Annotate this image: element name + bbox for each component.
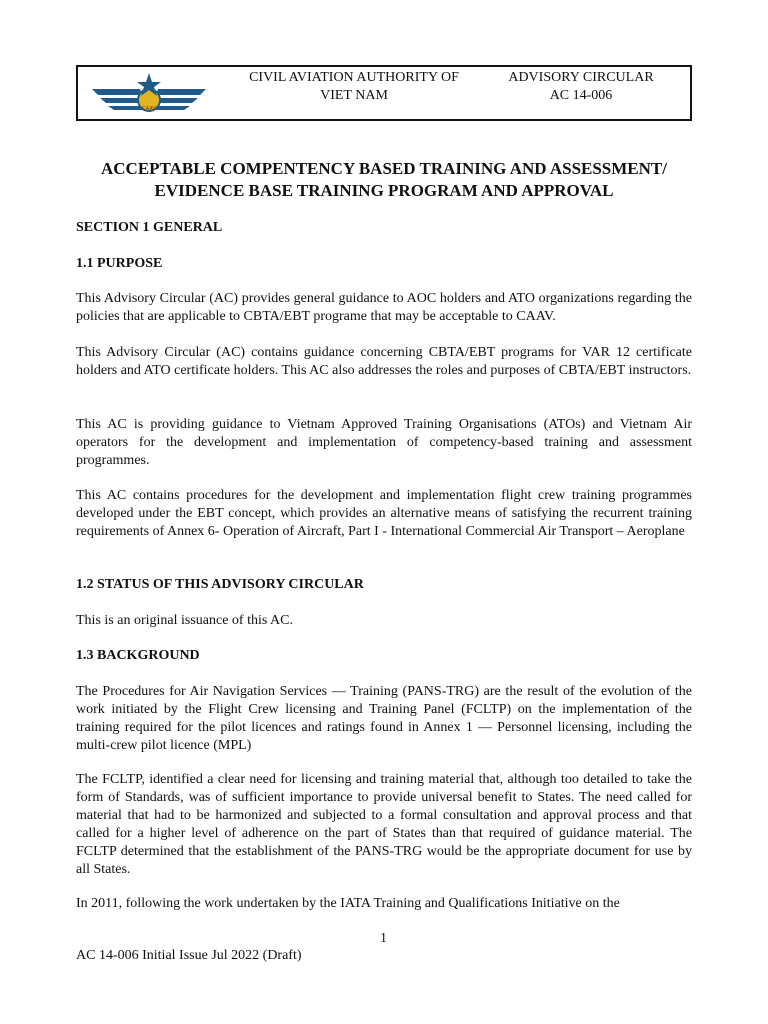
background-paragraph-1: The Procedures for Air Navigation Services — Training (PANS-TRG) are the result of the evolution of the work initiated by the Flight Crew licensing and Training Panel (FCLTP) on the implementation of the training required for the pilot licences and ratings found in Annex 1 — Personnel licensing, including the multi-crew pilot licence (MPL) (76, 684, 692, 753)
status-paragraph: This is an original issuance of this AC. (76, 613, 293, 628)
document-header (76, 65, 692, 121)
svg-text:CAAV: CAAV (142, 106, 156, 112)
doc-type: ADVISORY CIRCULAR (508, 70, 654, 85)
background-paragraph-3: In 2011, following the work undertaken by the IATA Training and Qualifications Initiative on the (76, 896, 620, 911)
purpose-paragraph-2: This Advisory Circular (AC) contains guidance concerning CBTA/EBT programs for VAR 12 certificate holders and ATO certificate holders. This AC also addresses the roles and purposes of CBTA/EBT instructors. (76, 345, 692, 378)
purpose-heading: 1.1 PURPOSE (76, 256, 163, 271)
document-title: ACCEPTABLE COMPENTENCY BASED TRAINING AND ASSESSMENT/ EVIDENCE BASE TRAINING PROGRAM AND APPROVAL (101, 159, 667, 200)
status-heading: 1.2 STATUS OF THIS ADVISORY CIRCULAR (76, 577, 364, 592)
section-1-heading: SECTION 1 GENERAL (76, 220, 223, 235)
caav-logo-icon (88, 71, 210, 117)
background-paragraph-2: The FCLTP, identified a clear need for licensing and training material that, although too detailed to take the form of Standards, was of sufficient importance to provide universal benefit to States. The need called for material that had to be harmonized and subjected to a formal consultation and approval process and that called for a higher level of adherence on the part of States than that required of guidance material. The FCLTP determined that the establishment of the PANS-TRG would be the appropriate document for use by all States. (76, 772, 692, 877)
background-heading: 1.3 BACKGROUND (76, 648, 200, 663)
doc-type-block (486, 69, 676, 105)
doc-number: AC 14-006 (549, 88, 613, 103)
page-number: 1 (380, 931, 387, 946)
page-footer: AC 14-006 Initial Issue Jul 2022 (Draft) (76, 948, 302, 963)
purpose-paragraph-4: This AC contains procedures for the development and implementation flight crew training programmes developed under the EBT concept, which provides an alternative means of satisfying the recurrent training requirements of Annex 6- Operation of Aircraft, Part I - International Commercial Air Transport – Aeroplane (76, 488, 692, 539)
purpose-paragraph-3: This AC is providing guidance to Vietnam Approved Training Organisations (ATOs) and Vietnam Air operators for the development and implementation of competency-based training and assessment programmes. (76, 417, 692, 468)
purpose-paragraph-1: This Advisory Circular (AC) provides general guidance to AOC holders and ATO organizations regarding the policies that are applicable to CBTA/EBT programe that may be acceptable to CAAV. (76, 291, 692, 324)
authority-name: CIVIL AVIATION AUTHORITY OF VIET NAM (249, 70, 459, 103)
